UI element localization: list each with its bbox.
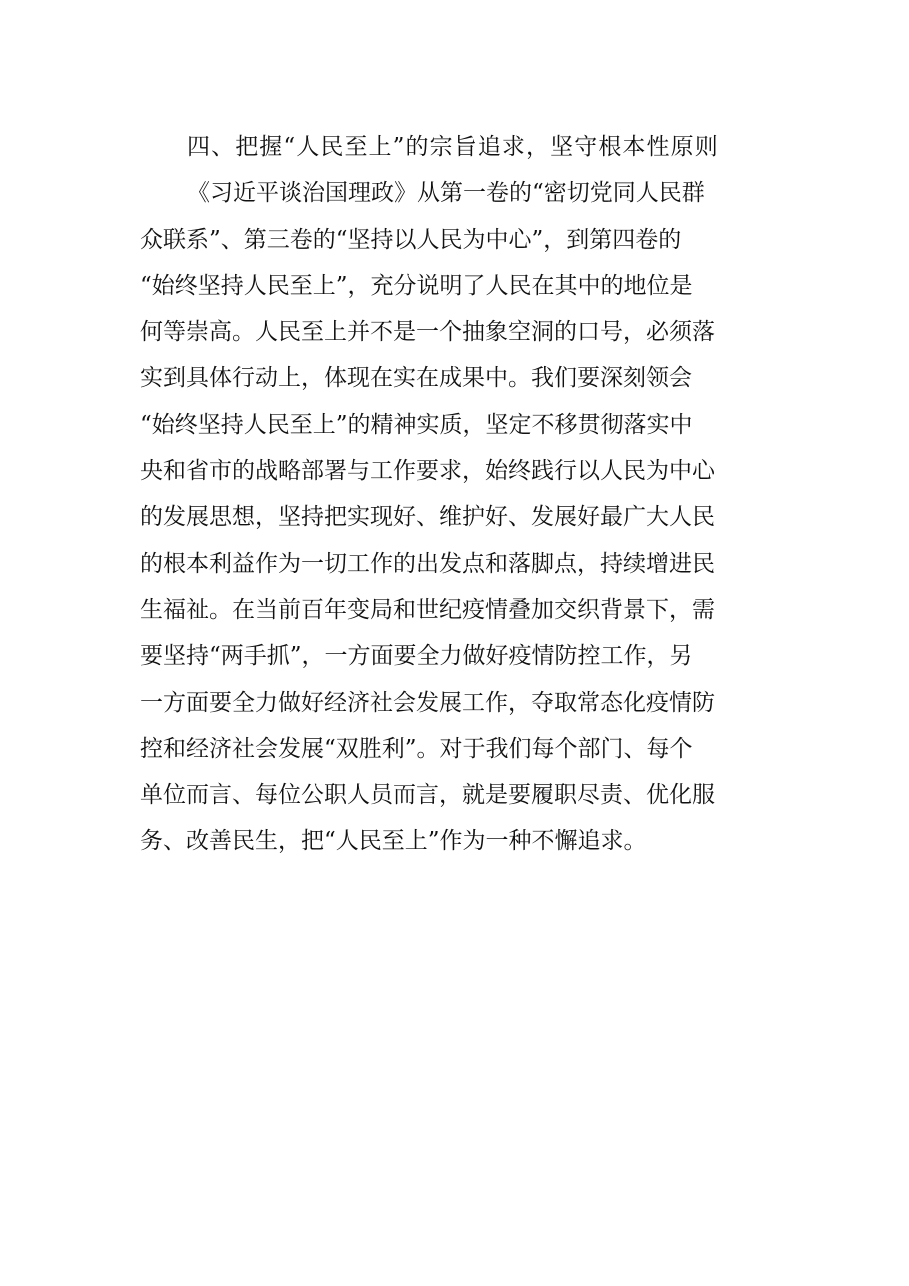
paragraph-line: 央和省市的战略部署与工作要求，始终践行以人民为中心 [140, 458, 715, 485]
paragraph-line: 众联系”、第三卷的“坚持以人民为中心”，到第四卷的 [140, 226, 682, 253]
paragraph-line: 要坚持“两手抓”，一方面要全力做好疫情防控工作，另 [140, 643, 693, 670]
document-body [140, 124, 772, 865]
paragraph-line: 实到具体行动上，体现在实在成果中。我们要深刻领会 [140, 365, 692, 392]
paragraph-line: 控和经济社会发展“双胜利”。对于我们每个部门、每个 [140, 735, 693, 762]
paragraph-line: 《习近平谈治国理政》从第一卷的“密切党同人民群 [187, 180, 705, 207]
paragraph-line: 务、改善民生，把“人民至上”作为一种不懈追求。 [140, 828, 647, 855]
paragraph-line: 生福祉。在当前百年变局和世纪疫情叠加交织背景下，需 [140, 596, 715, 623]
paragraph-line: “始终坚持人民至上”，充分说明了人民在其中的地位是 [140, 272, 693, 299]
paragraph-line: 单位而言、每位公职人员而言，就是要履职尽责、优化服 [140, 782, 715, 809]
paragraph-line: 的根本利益作为一切工作的出发点和落脚点，持续增进民 [140, 550, 715, 577]
paragraph-line: 一方面要全力做好经济社会发展工作，夺取常态化疫情防 [140, 689, 715, 716]
paragraph-line: 的发展思想，坚持把实现好、维护好、发展好最广大人民 [140, 504, 715, 531]
section-heading: 四、把握“人民至上”的宗旨追求，坚守根本性原则 [187, 134, 719, 160]
paragraph-line: “始终坚持人民至上”的精神实质，坚定不移贯彻落实中 [140, 411, 693, 438]
paragraph-line: 何等崇高。人民至上并不是一个抽象空洞的口号，必须落 [140, 319, 715, 346]
